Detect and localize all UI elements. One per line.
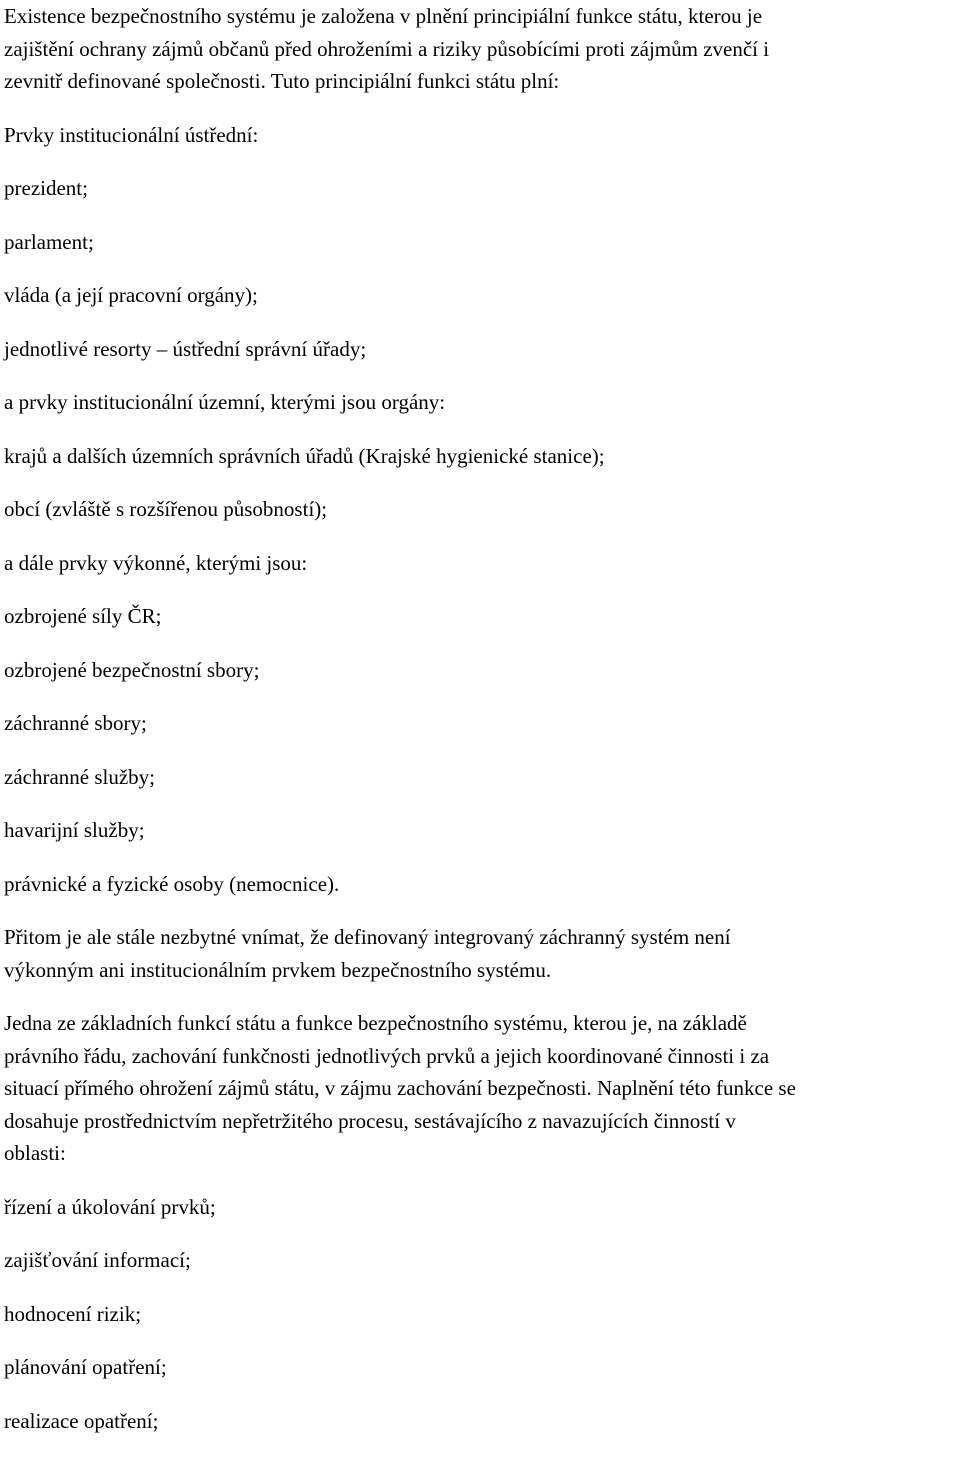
paragraph-line: dosahuje prostřednictvím nepřetržitého procesu, sestávajícího z navazujících činností v	[4, 1108, 736, 1133]
list-item: jednotlivé resorty – ústřední správní úřady;	[4, 336, 367, 361]
element-list	[4, 119, 960, 901]
activity-list	[4, 1191, 960, 1438]
paragraph-line: situací přímého ohrožení zájmů státu, v zájmu zachování bezpečnosti. Naplnění této funkce se	[4, 1076, 796, 1100]
list-item: obcí (zvláště s rozšířenou působností);	[4, 497, 328, 521]
paragraph-line: výkonným ani institucionálním prvkem bezpečnostního systému.	[4, 957, 552, 982]
list-item: hodnocení rizik;	[4, 1301, 142, 1326]
document-page	[4, 0, 960, 1437]
list-item: ozbrojené síly ČR;	[4, 604, 162, 628]
list-item: Prvky institucionální ústřední:	[4, 122, 259, 147]
intro-line: zevnitř definované společnosti. Tuto principiální funkci státu plní:	[4, 69, 560, 93]
list-item: a dále prvky výkonné, kterými jsou:	[4, 550, 308, 575]
list-item: realizace opatření;	[4, 1408, 159, 1433]
paragraph-line: Jedna ze základních funkcí státu a funkce bezpečnostního systému, kterou je, na základě	[4, 1011, 747, 1035]
list-item: havarijní služby;	[4, 818, 145, 842]
list-item: prezident;	[4, 176, 88, 200]
intro-line: zajištění ochrany zájmů občanů před ohroženími a riziky působícími proti zájmům zvenčí i	[4, 36, 770, 61]
list-item: zajišťování informací;	[4, 1248, 191, 1272]
list-item: právnické a fyzické osoby (nemocnice).	[4, 871, 340, 896]
list-item: záchranné sbory;	[4, 711, 147, 735]
intro-line: Existence bezpečnostního systému je založena v plnění principiální funkce státu, kterou je	[4, 4, 763, 28]
list-item: parlament;	[4, 229, 94, 254]
ids-paragraph	[4, 921, 960, 986]
list-item: a prvky institucionální územní, kterými jsou orgány:	[4, 390, 446, 414]
list-item: záchranné služby;	[4, 764, 156, 789]
intro-paragraph	[4, 0, 960, 98]
list-item: vláda (a její pracovní orgány);	[4, 283, 258, 307]
paragraph-line: oblasti:	[4, 1141, 66, 1165]
list-item: krajů a dalších územních správních úřadů (Krajské hygienické stanice);	[4, 443, 605, 468]
list-item: plánování opatření;	[4, 1355, 167, 1379]
paragraph-line: právního řádu, zachování funkčnosti jednotlivých prvků a jejich koordinované činnosti i za	[4, 1043, 770, 1068]
list-item: řízení a úkolování prvků;	[4, 1194, 216, 1219]
paragraph-line: Přitom je ale stále nezbytné vnímat, že definovaný integrovaný záchranný systém není	[4, 925, 731, 949]
function-paragraph	[4, 1007, 960, 1170]
list-item: ozbrojené bezpečnostní sbory;	[4, 657, 260, 682]
